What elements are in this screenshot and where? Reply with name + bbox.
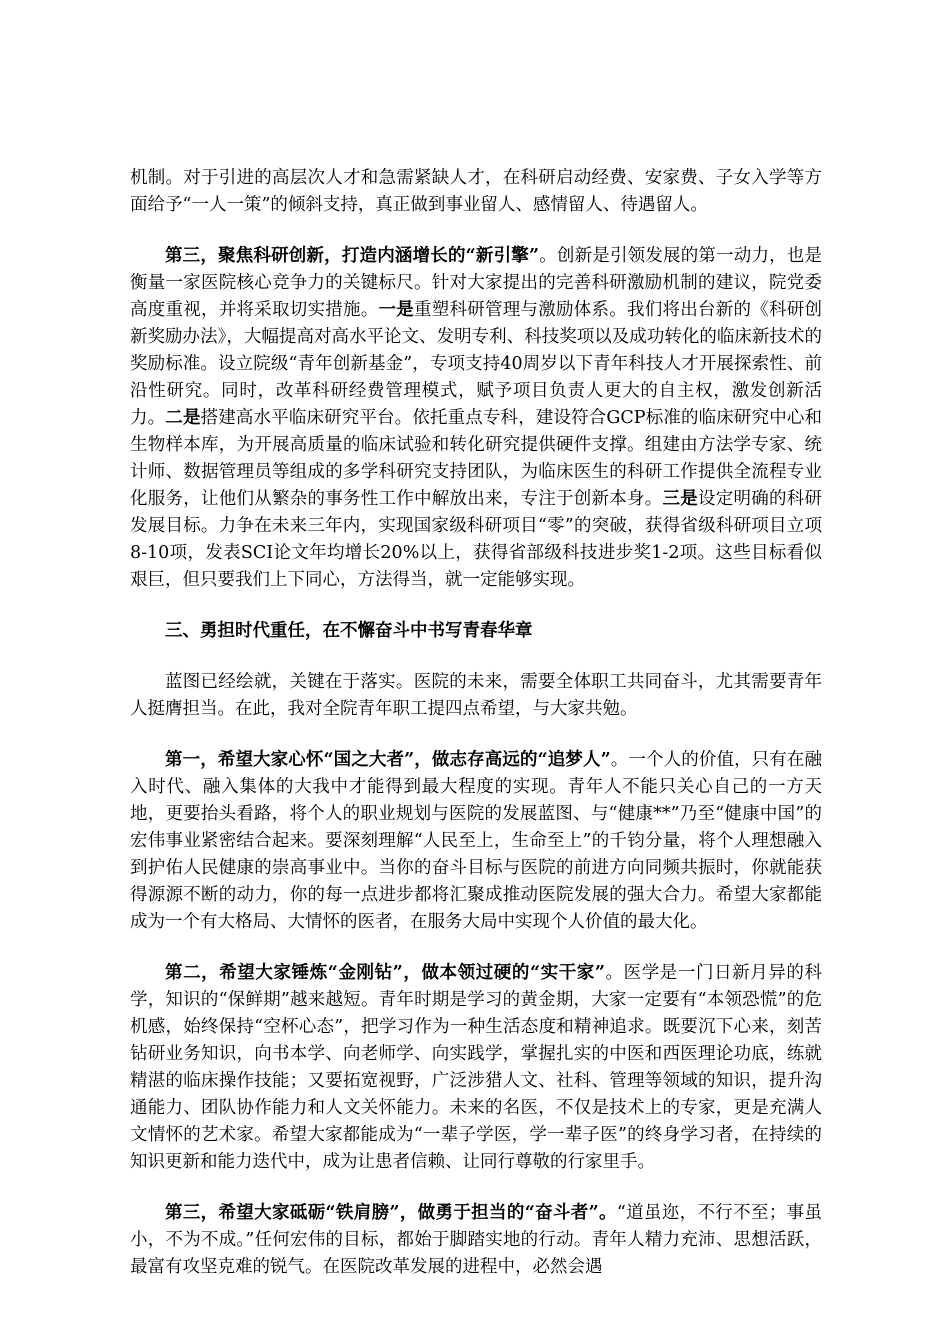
bold-lead: 第二，希望大家锤炼“金刚钻”，做本领过硬的“实干家” (165, 963, 605, 983)
bold-lead: 第三，希望大家砥砺“铁肩膀”，做勇于担当的“奋斗者”。 (165, 1203, 617, 1223)
text-run: 重塑科研管理与激励体系。我们将出台新的《科研创新奖励办法》，大幅提高对高水平论文、发明专利、科技奖项以及成功转化的临床新技术的奖励标准。设立院级“青年创新基金”，专项支持40周岁以下青年科技人才开展探索性、前沿性研究。同时，改革科研经费管理模式，赋予项目负责人更大的自主权，激发创新活力。 (130, 300, 822, 428)
text-run: 蓝图已经绘就，关键在于落实。医院的未来，需要全体职工共同奋斗，尤其需要青年人挺膺担当。在此，我对全院青年职工提四点希望，与大家共勉。 (130, 672, 822, 719)
bold-marker: 一是 (378, 300, 414, 320)
paragraph-research-innovation (130, 243, 822, 594)
text-run: 。创新是引领发展的第一动力，也是衡量一家医院核心竞争力的关键标尺。针对大家提出的完善科研激励机制的建议，院党委高度重视，并将采取切实措施。 (130, 246, 822, 320)
paragraph-hope-two (130, 960, 822, 1176)
text-run: 搭建高水平临床研究平台。依托重点专科，建设符合GCP标准的临床研究中心和生物样本库，为开展高质量的临床试验和转化研究提供硬件支撑。组建由方法学专家、统计师、数据管理员等组成的多学科研究支持团队，为临床医生的科研工作提供全流程专业化服务，让他们从繁杂的事务性工作中解放出来，专注于创新本身。 (130, 408, 823, 509)
paragraph-intro-hopes (130, 669, 822, 723)
section-heading (130, 618, 822, 645)
section-heading-text: 三、勇担时代重任，在不懈奋斗中书写青春华章 (165, 621, 533, 641)
bold-lead: 第三，聚焦科研创新，打造内涵增长的“新引擎” (165, 246, 540, 266)
bold-marker: 三是 (662, 489, 698, 509)
text-run: 。一个人的价值，只有在融入时代、融入集体的大我中才能得到最大程度的实现。青年人不能只关心自己的一方天地，更要抬头看路，将个人的职业规划与医院的发展蓝图、与“健康**”乃至“健康中国”的宏伟事业紧密结合起来。要深刻理解“人民至上，生命至上”的千钧分量，将个人理想融入到护佑人民健康的崇高事业中。当你的奋斗目标与医院的前进方向同频共振时，你就能获得源源不断的动力，你的每一点进步都将汇聚成推动医院发展的强大合力。希望大家都能成为一个有大格局、大情怀的医者，在服务大局中实现个人价值的最大化。 (130, 750, 823, 932)
bold-lead: 第一，希望大家心怀“国之大者”，做志存高远的“追梦人” (165, 750, 611, 770)
bold-marker: 二是 (165, 408, 201, 428)
text-run: 。医学是一门日新月异的科学，知识的“保鲜期”越来越短。青年时期是学习的黄金期，大家一定要有“本领恐慌”的危机感，始终保持“空杯心态”，把学习作为一种生活态度和精神追求。既要沉下心来，刻苦钻研业务知识，向书本学、向老师学、向实践学，掌握扎实的中医和西医理论功底，练就精湛的临床操作技能；又要拓宽视野，广泛涉猎人文、社科、管理等领域的知识，提升沟通能力、团队协作能力和人文关怀能力。未来的名医，不仅是技术上的专家，更是充满人文情怀的艺术家。希望大家都能成为“一辈子学医，学一辈子医”的终身学习者，在持续的知识更新和能力迭代中，成为让患者信赖、让同行尊敬的行家里手。 (130, 963, 823, 1172)
text-run: 设定明确的科研发展目标。力争在未来三年内，实现国家级科研项目“零”的突破，获得省级科研项目立项8-10项，发表SCI论文年均增长20%以上，获得省部级科技进步奖1-2项。这些目标看似艰巨，但只要我们上下同心，方法得当，就一定能够实现。 (130, 489, 822, 590)
text-run: “道虽迩，不行不至；事虽小，不为不成。”任何宏伟的目标，都始于脚踏实地的行动。青年人精力充沛、思想活跃，最富有攻坚克难的锐气。在医院改革发展的进程中，必然会遇 (130, 1203, 822, 1277)
paragraph-hope-one (130, 747, 822, 936)
paragraph-talent-policy (130, 165, 822, 219)
paragraph-hope-three (130, 1200, 822, 1281)
text-run: 机制。对于引进的高层次人才和急需紧缺人才，在科研启动经费、安家费、子女入学等方面给予“一人一策”的倾斜支持，真正做到事业留人、感情留人、待遇留人。 (130, 168, 822, 215)
document-body (130, 165, 822, 1305)
